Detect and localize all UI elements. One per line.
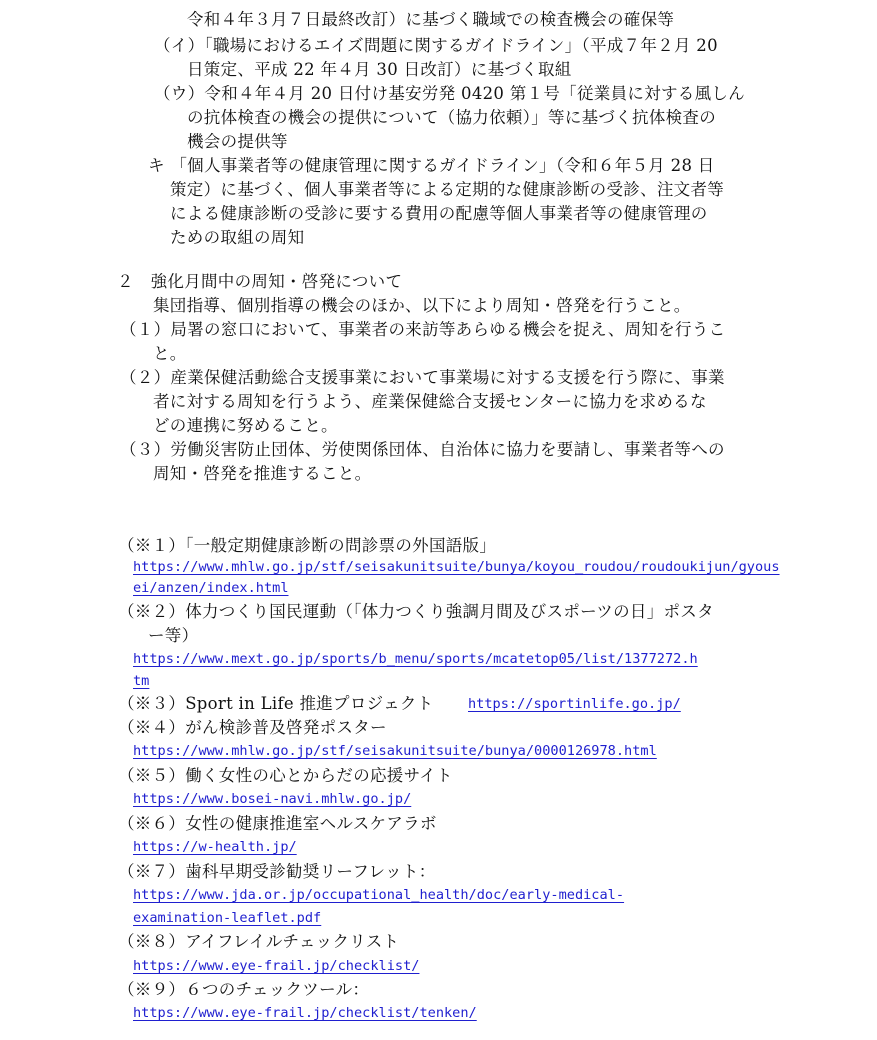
reference-3-label: （※３）Sport in Life 推進プロジェクト xyxy=(118,694,434,713)
item-ki-line: による健康診断の受診に要する費用の配慮等個人事業者等の健康管理の xyxy=(170,204,708,223)
reference-6-link[interactable]: https://w-health.jp/ xyxy=(133,839,297,855)
reference-3-link[interactable]: https://sportinlife.go.jp/ xyxy=(468,696,681,712)
reference-7-label: （※７）歯科早期受診勧奨リーフレット： xyxy=(118,862,436,881)
item-u-line: 機会の提供等 xyxy=(187,132,288,151)
reference-4-link[interactable]: https://www.mhlw.go.jp/stf/seisakunitsuite/bunya/0000126978.html xyxy=(133,743,657,759)
reference-7-link[interactable]: examination-leaflet.pdf xyxy=(133,910,322,926)
list-item-1: （１）局署の窓口において、事業者の来訪等あらゆる機会を捉え、周知を行うこ xyxy=(120,320,726,339)
reference-2-label: ー等） xyxy=(148,626,199,645)
item-i-line: （イ）「職場におけるエイズ問題に関するガイドライン」（平成７年２月 20 xyxy=(154,36,718,55)
item-ki-line: 策定）に基づく、個人事業者等による定期的な健康診断の受診、注文者等 xyxy=(170,180,725,199)
item-u-line: （ウ）令和４年４月 20 日付け基安労発 0420 第１号「従業員に対する風しん xyxy=(154,84,745,103)
reference-4-label: （※４）がん検診普及啓発ポスター xyxy=(118,718,387,737)
section-heading: ２ 強化月間中の周知・啓発について xyxy=(117,272,403,291)
reference-1-link[interactable]: https://www.mhlw.go.jp/stf/seisakunitsuite/bunya/koyou_roudou/roudoukijun/gyous xyxy=(133,559,780,575)
reference-6-label: （※６）女性の健康推進室ヘルスケアラボ xyxy=(118,814,437,833)
continuation-line: 令和４年３月７日最終改訂）に基づく職域での検査機会の確保等 xyxy=(187,10,675,29)
reference-9-link[interactable]: https://www.eye-frail.jp/checklist/tenken/ xyxy=(133,1005,477,1021)
list-item-3: （３）労働災害防止団体、労使関係団体、自治体に協力を要請し、事業者等への xyxy=(120,440,725,459)
list-item-1: と。 xyxy=(153,344,187,363)
list-item-3: 周知・啓発を推進すること。 xyxy=(153,464,372,483)
item-u-line: の抗体検査の機会の提供について（協力依頼）」等に基づく抗体検査の xyxy=(187,108,717,127)
reference-5-link[interactable]: https://www.bosei-navi.mhlw.go.jp/ xyxy=(133,791,412,807)
reference-1-link[interactable]: ei/anzen/index.html xyxy=(133,580,289,596)
list-item-2: 者に対する周知を行うよう、産業保健総合支援センターに協力を求めるな xyxy=(153,392,707,411)
list-item-2: （２）産業保健活動総合支援事業において事業場に対する支援を行う際に、事業 xyxy=(120,368,725,387)
reference-2-link[interactable]: https://www.mext.go.jp/sports/b_menu/sports/mcatetop05/list/1377272.h xyxy=(133,651,698,667)
reference-2-link[interactable]: tm xyxy=(133,673,150,689)
item-i-line: 日策定、平成 22 年４月 30 日改訂）に基づく取組 xyxy=(187,60,572,79)
reference-5-label: （※５）働く女性の心とからだの応援サイト xyxy=(118,766,453,785)
reference-8-label: （※８）アイフレイルチェックリスト xyxy=(118,932,400,951)
reference-9-label: （※９）６つのチェックツール： xyxy=(118,980,370,999)
reference-8-link[interactable]: https://www.eye-frail.jp/checklist/ xyxy=(133,958,420,974)
reference-2-label: （※２）体力つくり国民運動（「体力つくり強調月間及びスポーツの日」ポスタ xyxy=(118,602,714,621)
section-intro: 集団指導、個別指導の機会のほか、以下により周知・啓発を行うこと。 xyxy=(153,296,691,315)
list-item-2: どの連携に努めること。 xyxy=(153,416,338,435)
item-ki-line: キ 「個人事業者等の健康管理に関するガイドライン」（令和６年５月 28 日 xyxy=(148,156,715,175)
reference-1-label: （※１）「一般定期健康診断の問診票の外国語版」 xyxy=(118,536,497,555)
reference-7-link[interactable]: https://www.jda.or.jp/occupational_health/doc/early-medical- xyxy=(133,887,625,903)
item-ki-line: ための取組の周知 xyxy=(170,228,305,247)
